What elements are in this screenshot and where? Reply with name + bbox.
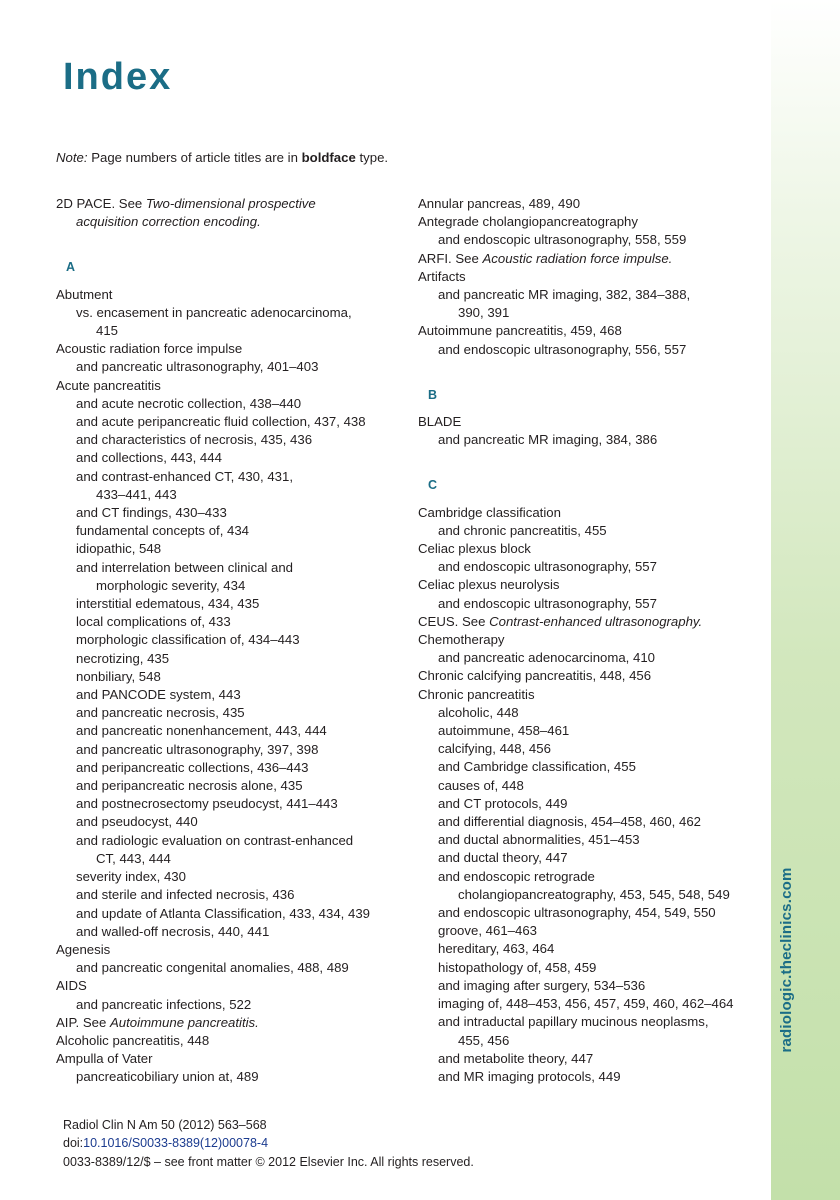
index-entry (418, 540, 778, 558)
index-subentry (56, 996, 416, 1014)
entry-text: alcoholic, 448 (438, 704, 519, 720)
entry-text: and postnecrosectomy pseudocyst, 441–443 (76, 796, 338, 812)
entry-text: pancreaticobiliary union at, 489 (76, 1069, 259, 1085)
index-subentry (418, 795, 778, 813)
entry-text: and CT protocols, 449 (438, 795, 568, 811)
entry-text: and pseudocyst, 440 (76, 814, 198, 830)
entry-text: cholangiopancreatography, 453, 545, 548, 549 (458, 886, 730, 902)
entry-text: and endoscopic ultrasonography, 454, 549, 550 (438, 905, 716, 921)
index-subentry (418, 649, 778, 667)
entry-text: AIP. See (56, 1014, 111, 1030)
index-subentry (418, 740, 778, 758)
index-subentry (418, 1050, 778, 1068)
citation: Radiol Clin N Am 50 (2012) 563–568 (63, 1118, 267, 1132)
index-entry (56, 195, 416, 213)
index-subentry (56, 358, 416, 376)
entry-text: causes of, 448 (438, 777, 524, 793)
entry-text: and endoscopic ultrasonography, 557 (438, 595, 657, 611)
entry-text: and differential diagnosis, 454–458, 460, 462 (438, 814, 701, 830)
entry-text: and acute necrotic collection, 438–440 (76, 395, 302, 411)
entry-text: Celiac plexus block (418, 541, 531, 557)
entry-text: and sterile and infected necrosis, 436 (76, 887, 295, 903)
doi-label: doi: (63, 1136, 84, 1151)
entry-text: morphologic severity, 434 (96, 577, 246, 593)
entry-text: Agenesis (56, 941, 111, 957)
entry-text: Acute pancreatitis (56, 377, 161, 393)
entry-text: and CT findings, 430–433 (76, 505, 227, 521)
entry-text: and peripancreatic collections, 436–443 (76, 759, 309, 775)
entry-text: CEUS. See (418, 613, 490, 629)
index-entry (418, 576, 778, 594)
index-subentry (56, 449, 416, 467)
index-note (56, 149, 388, 167)
entry-text: Chronic calcifying pancreatitis, 448, 456 (418, 668, 652, 684)
entry-text: 2D PACE. See (56, 196, 146, 211)
entry-text: and pancreatic MR imaging, 382, 384–388, (438, 287, 691, 303)
index-continuation (56, 577, 416, 595)
index-subentry (56, 504, 416, 522)
index-subentry (418, 977, 778, 995)
index-entry (418, 686, 778, 704)
entry-text: and PANCODE system, 443 (76, 687, 241, 703)
index-entry (56, 1014, 416, 1032)
section-letter: B (428, 387, 438, 402)
index-subentry (56, 868, 416, 886)
journal-url[interactable]: radiologic.theclinics.com (778, 867, 795, 1053)
index-subentry (56, 213, 416, 231)
entry-text: and walled-off necrosis, 440, 441 (76, 923, 270, 939)
index-subentry (56, 923, 416, 941)
index-subentry (418, 813, 778, 831)
entry-text: and endoscopic ultrasonography, 557 (438, 559, 657, 575)
index-subentry (56, 759, 416, 777)
entry-text: AIDS (56, 978, 87, 994)
index-subentry (418, 995, 778, 1013)
index-continuation (418, 1032, 778, 1050)
index-subentry (56, 959, 416, 977)
index-subentry (418, 558, 778, 576)
index-subentry (56, 668, 416, 686)
index-entry (418, 667, 778, 685)
entry-text: histopathology of, 458, 459 (438, 959, 597, 975)
entry-text: and metabolite theory, 447 (438, 1050, 594, 1066)
index-subentry (418, 522, 778, 540)
entry-text: and ductal abnormalities, 451–453 (438, 832, 640, 848)
entry-text: and pancreatic nonenhancement, 443, 444 (76, 723, 327, 739)
index-subentry (56, 704, 416, 722)
index-subentry (418, 431, 778, 449)
index-subentry (56, 686, 416, 704)
index-subentry (418, 231, 778, 249)
entry-text: Autoimmune pancreatitis, 459, 468 (418, 323, 622, 339)
entry-text: 433–441, 443 (96, 486, 177, 502)
entry-text: and contrast-enhanced CT, 430, 431, (76, 468, 294, 484)
index-entry (56, 340, 416, 358)
entry-text: local complications of, 433 (76, 614, 231, 630)
index-subentry (56, 813, 416, 831)
entry-text: Celiac plexus neurolysis (418, 577, 560, 593)
index-subentry (418, 1013, 778, 1031)
index-entry (418, 195, 778, 213)
index-subentry (418, 777, 778, 795)
entry-text: and MR imaging protocols, 449 (438, 1068, 621, 1084)
index-entry (56, 377, 416, 395)
entry-text: and intraductal papillary mucinous neoplasms, (438, 1014, 709, 1030)
entry-text: and ductal theory, 447 (438, 850, 568, 866)
index-entry (418, 504, 778, 522)
entry-text: and Cambridge classification, 455 (438, 759, 636, 775)
entry-text: and imaging after surgery, 534–536 (438, 977, 646, 993)
index-subentry (418, 1068, 778, 1086)
entry-text: Alcoholic pancreatitis, 448 (56, 1032, 210, 1048)
copyright: 0033-8389/12/$ – see front matter © 2012 Elsevier Inc. All rights reserved. (63, 1154, 474, 1169)
entry-cross-reference: acquisition correction encoding. (76, 214, 261, 230)
entry-text: and characteristics of necrosis, 435, 436 (76, 432, 313, 448)
page-title: Index (63, 56, 173, 98)
entry-text: necrotizing, 435 (76, 650, 170, 666)
index-subentry (418, 831, 778, 849)
index-subentry (56, 540, 416, 558)
doi-line (63, 1134, 474, 1152)
entry-text: nonbiliary, 548 (76, 668, 161, 684)
entry-text: and endoscopic ultrasonography, 556, 557 (438, 341, 687, 357)
index-subentry (56, 886, 416, 904)
index-subentry (418, 959, 778, 977)
index-continuation (56, 486, 416, 504)
entry-text: Abutment (56, 286, 113, 302)
entry-text: 455, 456 (458, 1032, 510, 1048)
entry-text: ARFI. See (418, 250, 483, 266)
entry-text: fundamental concepts of, 434 (76, 523, 250, 539)
index-subentry (418, 849, 778, 867)
index-subentry (56, 722, 416, 740)
entry-cross-reference: Two-dimensional prospective (145, 196, 316, 211)
entry-text: CT, 443, 444 (96, 850, 171, 866)
note-text-2: type. (355, 150, 389, 165)
index-subentry (56, 613, 416, 631)
note-text-1: Page numbers of article titles are in (87, 150, 302, 165)
index-subentry (56, 559, 416, 577)
index-subentry (418, 704, 778, 722)
entry-text: hereditary, 463, 464 (438, 941, 555, 957)
entry-text: and interrelation between clinical and (76, 559, 294, 575)
index-subentry (418, 595, 778, 613)
entry-text: calcifying, 448, 456 (438, 741, 551, 757)
entry-text: and pancreatic infections, 522 (76, 996, 252, 1012)
entry-text: and pancreatic ultrasonography, 401–403 (76, 359, 319, 375)
entry-text: and pancreatic ultrasonography, 397, 398 (76, 741, 319, 757)
index-entry (418, 322, 778, 340)
entry-text: Chemotherapy (418, 632, 505, 648)
entry-text: Ampulla of Vater (56, 1051, 153, 1067)
index-subentry (418, 758, 778, 776)
index-subentry (56, 1068, 416, 1086)
entry-text: 415 (96, 323, 119, 338)
index-subentry (56, 395, 416, 413)
index-subentry (56, 795, 416, 813)
index-subentry (56, 595, 416, 613)
index-entry (56, 286, 416, 304)
index-subentry (56, 468, 416, 486)
index-subentry (56, 413, 416, 431)
index-subentry (418, 940, 778, 958)
section-letter: C (428, 478, 438, 493)
entry-text: and endoscopic retrograde (438, 868, 595, 884)
entry-text: BLADE (418, 414, 462, 430)
entry-text: morphologic classification of, 434–443 (76, 632, 300, 648)
index-subentry (56, 741, 416, 759)
note-bold: boldface (301, 150, 356, 165)
index-entry (418, 268, 778, 286)
entry-text: and pancreatic congenital anomalies, 488, 489 (76, 960, 349, 976)
index-entry (418, 250, 778, 268)
index-continuation (56, 850, 416, 868)
entry-text: Artifacts (418, 268, 466, 284)
index-entry (56, 941, 416, 959)
index-subentry (56, 832, 416, 850)
entry-text: Chronic pancreatitis (418, 686, 535, 702)
index-subentry (418, 286, 778, 304)
entry-text: idiopathic, 548 (76, 541, 162, 557)
entry-text: interstitial edematous, 434, 435 (76, 596, 260, 612)
index-entry (56, 1032, 416, 1050)
doi-link[interactable]: 10.1016/S0033-8389(12)00078-4 (83, 1136, 269, 1151)
index-continuation (56, 322, 416, 340)
index-entry (418, 213, 778, 231)
index-subentry (56, 304, 416, 322)
entry-text: Cambridge classification (418, 504, 561, 520)
entry-text: and radiologic evaluation on contrast-enhanced (76, 832, 354, 848)
index-subentry (56, 431, 416, 449)
entry-cross-reference: Autoimmune pancreatitis. (110, 1014, 259, 1030)
entry-text: Acoustic radiation force impulse (56, 341, 243, 357)
index-subentry (418, 341, 778, 359)
entry-text: and collections, 443, 444 (76, 450, 222, 466)
entry-text: groove, 461–463 (438, 923, 537, 939)
index-column-right (418, 195, 778, 1086)
index-entry (56, 1050, 416, 1068)
index-entry (418, 613, 778, 631)
section-letter: A (66, 260, 76, 275)
index-subentry (418, 868, 778, 886)
entry-text: and pancreatic MR imaging, 384, 386 (438, 432, 658, 448)
index-entry (56, 977, 416, 995)
entry-text: imaging of, 448–453, 456, 457, 459, 460, 462–464 (438, 996, 734, 1012)
index-entry (418, 631, 778, 649)
entry-text: Antegrade cholangiopancreatography (418, 214, 638, 230)
entry-text: 390, 391 (458, 305, 510, 321)
entry-text: and chronic pancreatitis, 455 (438, 522, 607, 538)
entry-text: severity index, 430 (76, 869, 186, 885)
index-continuation (418, 304, 778, 322)
entry-text: Annular pancreas, 489, 490 (418, 196, 581, 211)
index-subentry (56, 905, 416, 923)
index-subentry (56, 522, 416, 540)
entry-text: autoimmune, 458–461 (438, 723, 570, 739)
entry-text: and pancreatic necrosis, 435 (76, 705, 245, 721)
entry-cross-reference: Acoustic radiation force impulse. (482, 250, 673, 266)
page-footer (63, 1116, 474, 1171)
index-subentry (56, 650, 416, 668)
entry-text: and update of Atlanta Classification, 433, 434, 439 (76, 905, 371, 921)
entry-text: and peripancreatic necrosis alone, 435 (76, 778, 303, 794)
entry-text: vs. encasement in pancreatic adenocarcinoma, (76, 304, 352, 320)
index-subentry (418, 904, 778, 922)
entry-text: and acute peripancreatic fluid collection, 437, 438 (76, 414, 366, 430)
entry-cross-reference: Contrast-enhanced ultrasonography. (489, 613, 703, 629)
entry-text: and endoscopic ultrasonography, 558, 559 (438, 232, 687, 248)
entry-text: and pancreatic adenocarcinoma, 410 (438, 650, 656, 666)
index-subentry (56, 777, 416, 795)
index-entry (418, 413, 778, 431)
index-subentry (56, 631, 416, 649)
index-subentry (418, 922, 778, 940)
index-continuation (418, 886, 778, 904)
index-column-left (56, 195, 416, 1087)
note-prefix: Note: (56, 150, 88, 165)
index-subentry (418, 722, 778, 740)
